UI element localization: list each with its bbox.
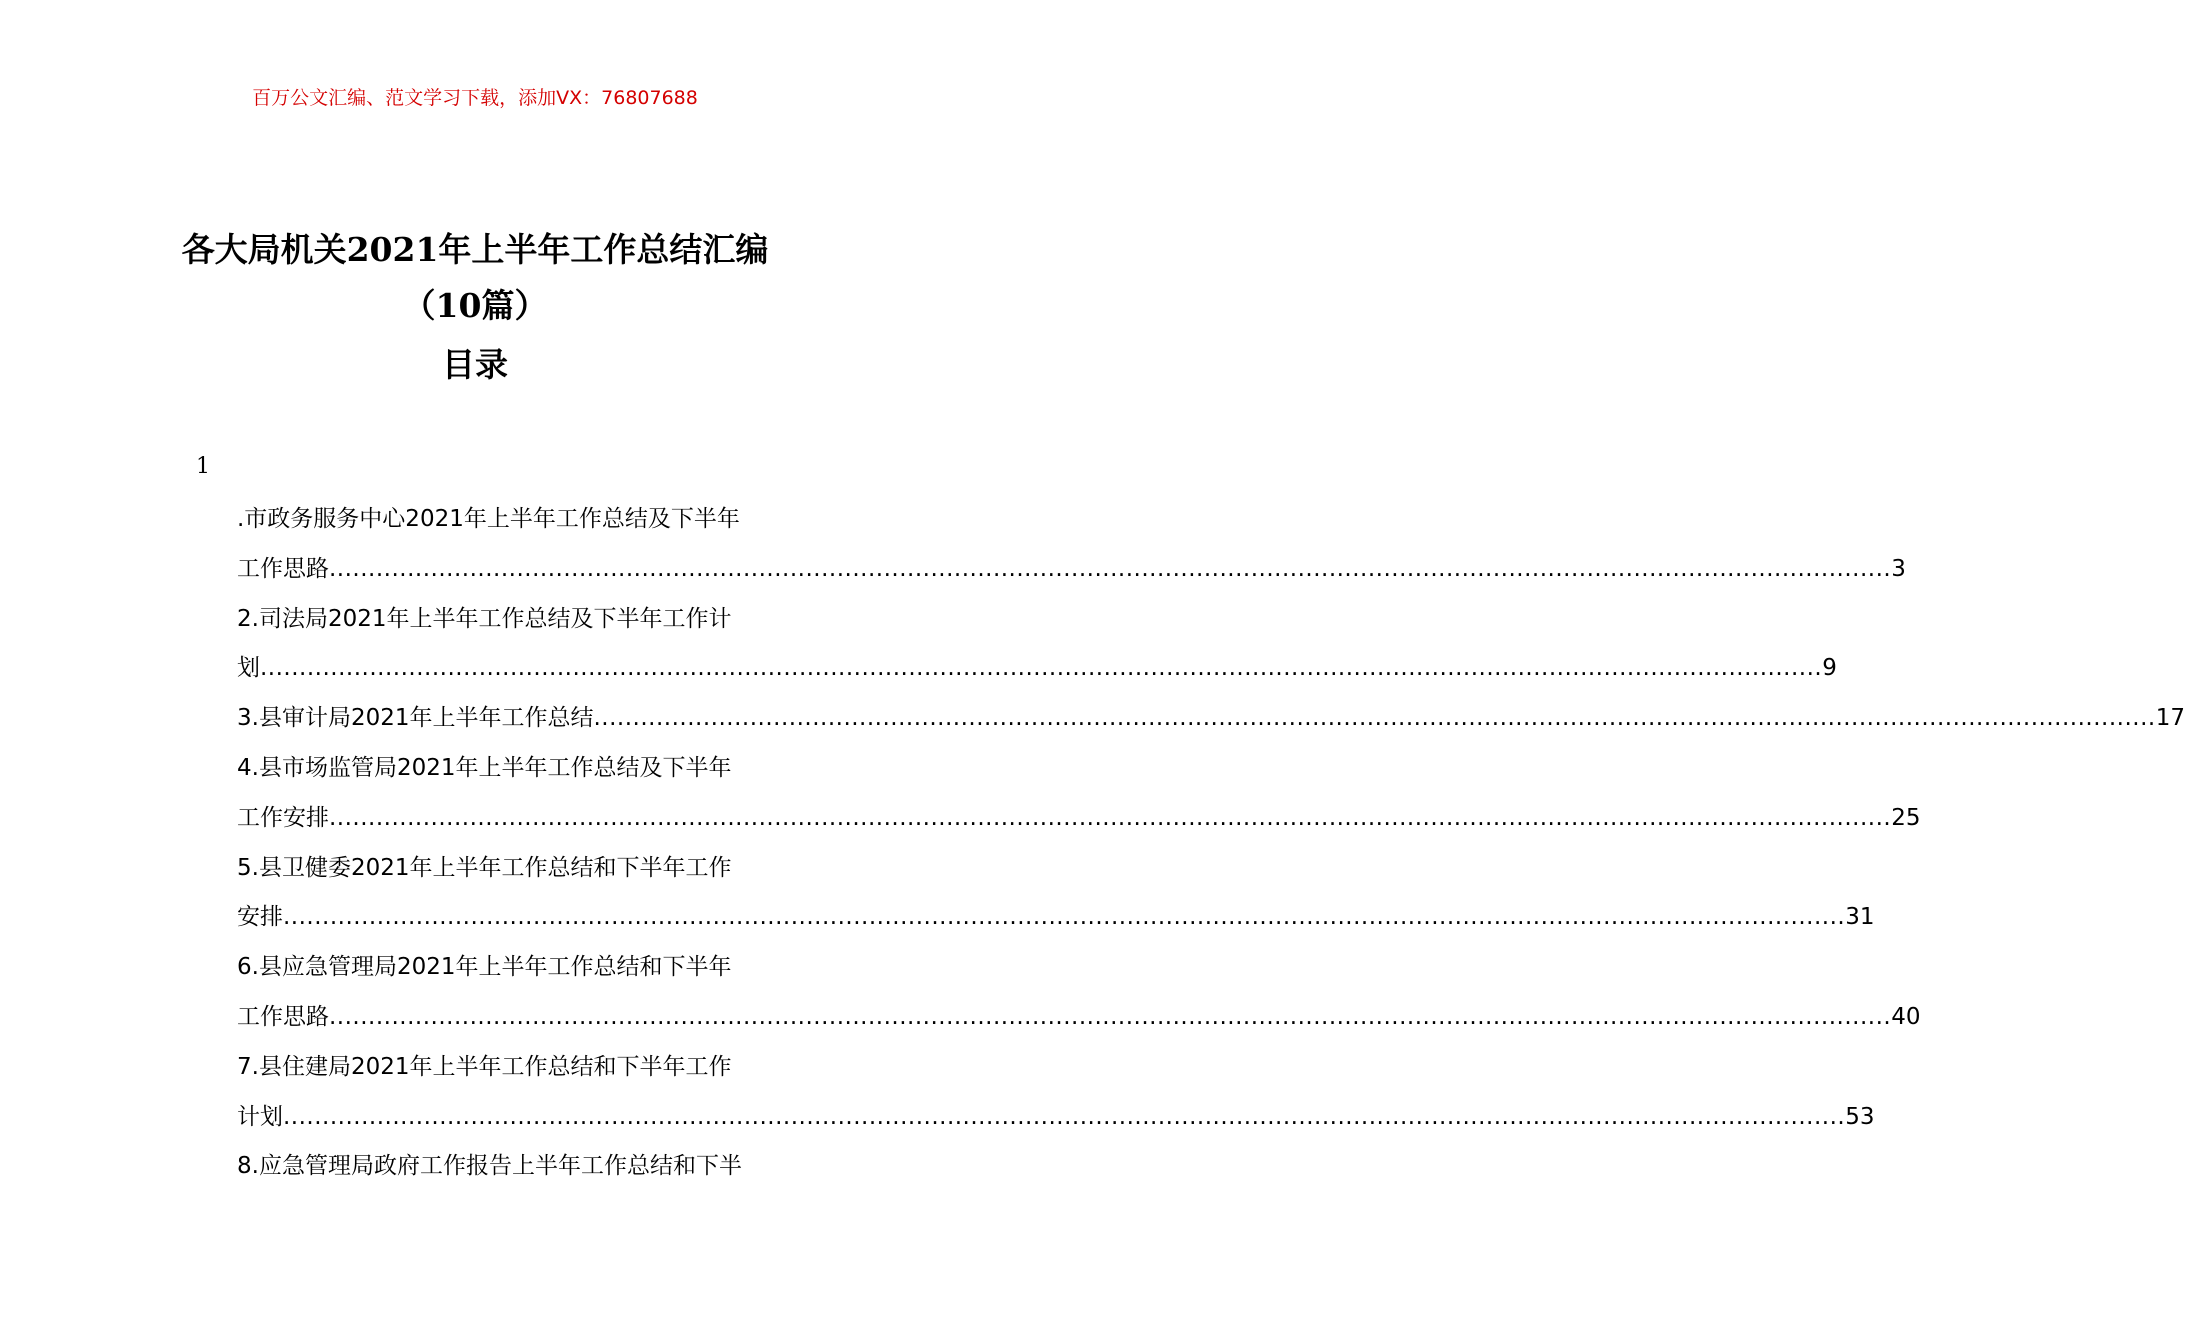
toc-entry[interactable] [237,595,1837,695]
toc-entry[interactable] [237,844,1875,944]
toc-entry-leader [237,993,1921,1043]
toc-entry[interactable] [237,694,2185,744]
toc-entry-title: 5.县卫健委2021年上半年工作总结和下半年工作 [237,854,732,881]
toc-entry[interactable] [237,1043,1875,1143]
toc-entry-leader [237,545,1906,595]
dot-leader: ........................................................................................................................................................................................................ [260,655,1823,682]
header-banner: 百万公文汇编、范文学习下载，添加VX：76807688 [252,87,698,109]
toc-entry-title-continued: 计划 [237,1103,283,1130]
toc-entry-page: 9 [1822,655,1837,682]
dot-leader: ........................................................................................................................................................................................................ [593,705,2156,732]
toc-entry-page: 31 [1845,904,1875,931]
toc-entry-title: 7.县住建局2021年上半年工作总结和下半年工作 [237,1053,732,1080]
toc-entry-title-continued: 工作思路 [237,555,329,582]
document-title [0,222,950,334]
toc-entry-title-continued: 工作安排 [237,804,329,831]
toc-entry-leader [237,694,2185,744]
toc-entry-leader [237,644,1837,694]
toc-entry[interactable] [237,744,1921,844]
toc-entry-title: 4.县市场监管局2021年上半年工作总结及下半年 [237,754,732,781]
toc-entry-title-continued: 工作思路 [237,1003,329,1030]
toc-entry-page: 25 [1891,804,1921,831]
toc-entry[interactable] [237,943,1921,1043]
toc-entry-page: 40 [1891,1003,1921,1030]
toc-entry-title-continued: 划 [237,655,260,682]
toc-heading: 目录 [442,345,508,384]
toc-entry[interactable] [237,495,1906,595]
toc-entry-title: 3.县审计局2021年上半年工作总结 [237,705,594,732]
dot-leader: ........................................................................................................................................................................................................ [329,1003,1892,1030]
toc-entry-page: 53 [1845,1103,1875,1130]
toc-entry-title: .市政务服务中心2021年上半年工作总结及下半年 [237,506,740,532]
toc-entry-leader [237,893,1875,943]
dot-leader: ........................................................................................................................................................................................................ [283,1103,1846,1130]
toc-entry-leader [237,794,1921,844]
title-line-1: 各大局机关2021年上半年工作总结汇编 [181,230,769,269]
toc-entry[interactable] [237,1142,807,1192]
list-number: 1 [196,454,210,479]
toc-entry-title: 8.应急管理局政府工作报告上半年工作总结和下半 [237,1153,742,1180]
dot-leader: ........................................................................................................................................................................................................ [283,904,1846,931]
toc-entry-leader [237,1093,1875,1143]
dot-leader: ........................................................................................................................................................................................................ [329,555,1892,582]
toc-entry-page: 17 [2155,705,2185,732]
title-line-2: （10篇） [402,286,548,325]
table-of-contents [237,495,2185,1192]
dot-leader: ........................................................................................................................................................................................................ [329,804,1892,831]
toc-entry-page: 3 [1891,555,1906,582]
toc-entry-title-continued: 安排 [237,904,283,931]
toc-entry-title: 6.县应急管理局2021年上半年工作总结和下半年 [237,954,732,981]
toc-entry-title: 2.司法局2021年上半年工作总结及下半年工作计 [237,605,732,632]
